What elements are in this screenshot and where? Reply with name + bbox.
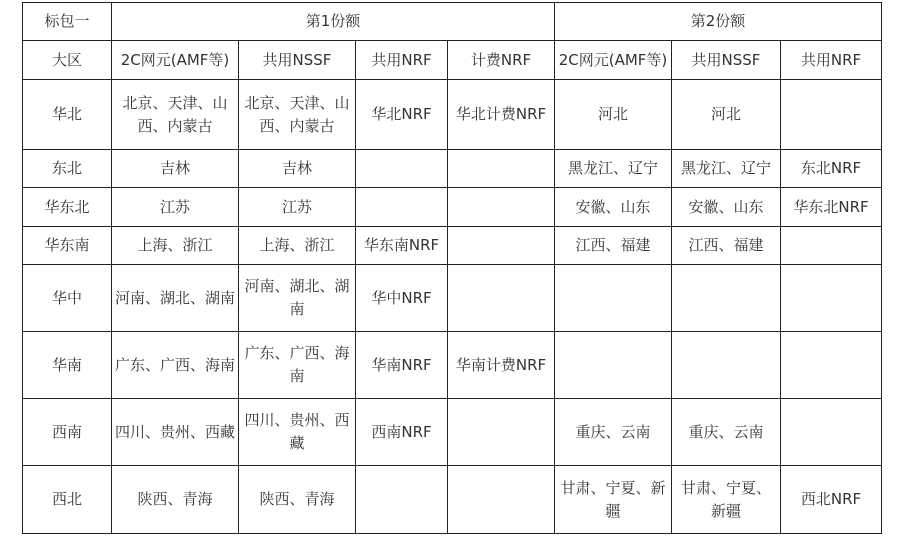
table-cell [448, 466, 555, 534]
table-cell: 陕西、青海 [239, 466, 356, 534]
table-row [23, 227, 882, 265]
region-cell: 华北 [23, 80, 112, 150]
table-cell: 吉林 [112, 150, 239, 188]
table-cell: 重庆、云南 [672, 399, 781, 466]
table-cell: 华东南NRF [356, 227, 448, 265]
table-cell: 广东、广西、海南 [239, 332, 356, 399]
table-cell: 甘肃、宁夏、新疆 [555, 466, 672, 534]
table-row [23, 265, 882, 332]
region-cell: 华中 [23, 265, 112, 332]
column-header: 2C网元(AMF等) [112, 41, 239, 80]
table-cell: 上海、浙江 [239, 227, 356, 265]
table-cell: 河南、湖北、湖南 [112, 265, 239, 332]
table-cell: 安徽、山东 [555, 188, 672, 227]
table-cell: 华北计费NRF [448, 80, 555, 150]
table-cell: 东北NRF [781, 150, 882, 188]
table-cell: 黑龙江、辽宁 [672, 150, 781, 188]
allocation-table [22, 2, 882, 534]
column-header: 共用NSSF [672, 41, 781, 80]
table-cell: 四川、贵州、西藏 [239, 399, 356, 466]
table-cell: 河南、湖北、湖南 [239, 265, 356, 332]
table-cell: 北京、天津、山西、内蒙古 [112, 80, 239, 150]
table-cell: 江苏 [112, 188, 239, 227]
table-row [23, 150, 882, 188]
table-cell [356, 188, 448, 227]
table-cell: 吉林 [239, 150, 356, 188]
column-header: 共用NSSF [239, 41, 356, 80]
region-cell: 华东北 [23, 188, 112, 227]
table-cell: 华南计费NRF [448, 332, 555, 399]
table-cell: 上海、浙江 [112, 227, 239, 265]
table-cell [555, 265, 672, 332]
table-cell: 陕西、青海 [112, 466, 239, 534]
region-cell: 西北 [23, 466, 112, 534]
table-cell: 华北NRF [356, 80, 448, 150]
table-cell: 甘肃、宁夏、新疆 [672, 466, 781, 534]
table-cell: 华南NRF [356, 332, 448, 399]
table-cell [448, 265, 555, 332]
table-cell: 江西、福建 [672, 227, 781, 265]
table-cell: 黑龙江、辽宁 [555, 150, 672, 188]
table-cell [781, 80, 882, 150]
table-cell: 广东、广西、海南 [112, 332, 239, 399]
table-cell [672, 332, 781, 399]
table-cell: 河北 [555, 80, 672, 150]
table-cell [356, 150, 448, 188]
table-row [23, 466, 882, 534]
header-row-groups [23, 3, 882, 41]
region-cell: 华南 [23, 332, 112, 399]
table-cell: 重庆、云南 [555, 399, 672, 466]
table-cell: 北京、天津、山西、内蒙古 [239, 80, 356, 150]
table-cell [448, 188, 555, 227]
corner-label: 标包一 [23, 3, 112, 41]
table-row [23, 80, 882, 150]
table-row [23, 399, 882, 466]
table-cell: 安徽、山东 [672, 188, 781, 227]
table-cell [781, 227, 882, 265]
share-group-1: 第1份额 [112, 3, 555, 41]
column-header: 共用NRF [781, 41, 882, 80]
table-cell [781, 332, 882, 399]
column-header: 2C网元(AMF等) [555, 41, 672, 80]
table-cell: 华中NRF [356, 265, 448, 332]
region-cell: 西南 [23, 399, 112, 466]
table-row [23, 188, 882, 227]
table-cell [356, 466, 448, 534]
table-cell [448, 399, 555, 466]
table-cell [448, 150, 555, 188]
region-cell: 东北 [23, 150, 112, 188]
table-cell: 四川、贵州、西藏 [112, 399, 239, 466]
table-cell [672, 265, 781, 332]
table-cell [555, 332, 672, 399]
table-cell [448, 227, 555, 265]
column-header: 共用NRF [356, 41, 448, 80]
column-header: 大区 [23, 41, 112, 80]
table-cell [781, 399, 882, 466]
table-cell: 西南NRF [356, 399, 448, 466]
table-cell: 河北 [672, 80, 781, 150]
region-cell: 华东南 [23, 227, 112, 265]
table-cell: 华东北NRF [781, 188, 882, 227]
column-header: 计费NRF [448, 41, 555, 80]
table-cell: 江西、福建 [555, 227, 672, 265]
table-cell: 西北NRF [781, 466, 882, 534]
table-cell: 江苏 [239, 188, 356, 227]
header-row-columns [23, 41, 882, 80]
table-cell [781, 265, 882, 332]
share-group-2: 第2份额 [555, 3, 882, 41]
table-row [23, 332, 882, 399]
